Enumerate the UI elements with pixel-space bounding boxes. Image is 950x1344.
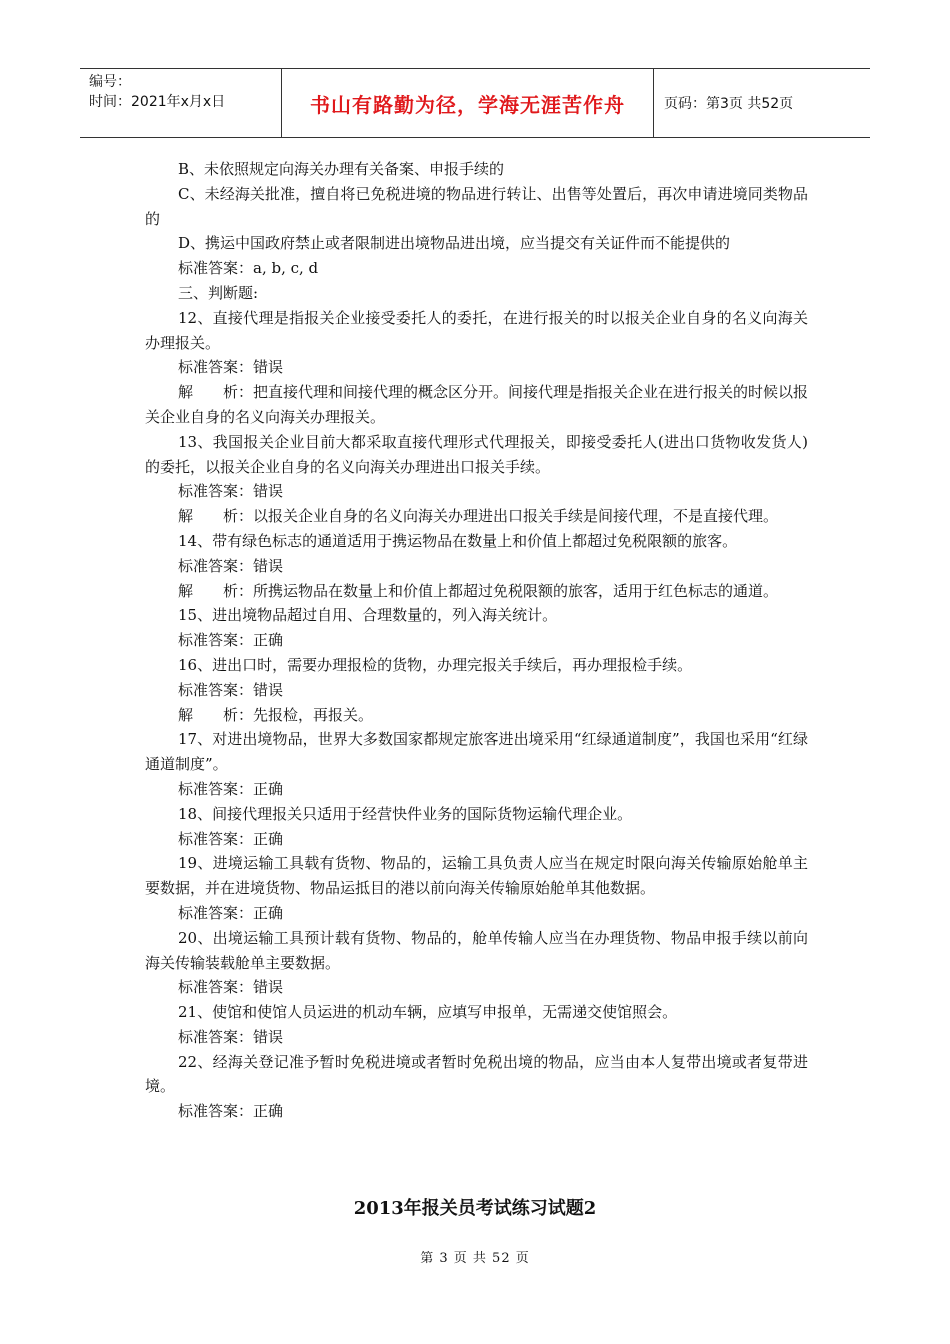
section-title: 2013年报关员考试练习试题2	[353, 1198, 597, 1219]
question-15: 15、进出境物品超过自用、合理数量的，列入海关统计。	[178, 606, 558, 625]
document-date: 时间：2021年x月x日	[89, 94, 226, 110]
answer-line: 标准答案：错误	[178, 556, 284, 575]
answer-line: 标准答案：错误	[178, 358, 284, 377]
answer-line: 标准答案：错误	[178, 978, 284, 997]
question-17: 17、对进出境物品，世界大多数国家都规定旅客进出境采用“红绿通道制度”，我国也采用“红绿通道制度”。	[145, 730, 808, 774]
analysis-line: 解 析：所携运物品在数量上和价值上都超过免税限额的旅客，适用于红色标志的通道。	[178, 581, 779, 600]
body-line: B、未依照规定向海关办理有关备案、申报手续的	[178, 160, 505, 178]
header-page-info: 页码：第3页 共52页	[664, 96, 794, 112]
answer-line: 标准答案：错误	[178, 482, 284, 501]
question-18: 18、间接代理报关只适用于经营快件业务的国际货物运输代理企业。	[178, 804, 633, 823]
question-12: 12、直接代理是指报关企业接受委托人的委托，在进行报关的时以报关企业自身的名义向海关办理报关。	[145, 308, 808, 352]
question-14: 14、带有绿色标志的通道适用于携运物品在数量上和价值上都超过免税限额的旅客。	[178, 531, 738, 550]
question-22: 22、经海关登记准予暂时免税进境或者暂时免税出境的物品，应当由本人复带出境或者复带进境。	[145, 1052, 808, 1096]
answer-line: 标准答案：错误	[178, 680, 284, 699]
document-body	[145, 157, 808, 1124]
document-number-label: 编号：	[89, 74, 131, 90]
body-line: C、未经海关批准，擅自将已免税进境的物品进行转让、出售等处置后，再次申请进境同类物品的	[145, 184, 808, 228]
answer-line: 标准答案：正确	[178, 1102, 284, 1121]
analysis-line: 解 析：把直接代理和间接代理的概念区分开。间接代理是指报关企业在进行报关的时候以报关企业自身的名义向海关办理报关。	[145, 383, 809, 426]
answer-line: 标准答案：正确	[178, 903, 284, 922]
page-header	[80, 68, 870, 138]
answer-line: 标准答案：正确	[178, 779, 284, 798]
answer-line: 标准答案：a, b, c, d	[178, 259, 319, 278]
question-20: 20、出境运输工具预计载有货物、物品的，舱单传输人应当在办理货物、物品申报手续以前向海关传输装载舱单主要数据。	[145, 928, 808, 972]
header-motto: 书山有路勤为径，学海无涯苦作舟	[282, 69, 654, 137]
body-line: D、携运中国政府禁止或者限制进出境物品进出境，应当提交有关证件而不能提供的	[178, 234, 731, 253]
question-16: 16、进出口时，需要办理报检的货物，办理完报关手续后，再办理报检手续。	[178, 655, 693, 674]
section-heading: 三、判断题:	[178, 283, 259, 302]
answer-line: 标准答案：正确	[178, 631, 284, 650]
page-footer: 第 3 页 共 52 页	[420, 1251, 530, 1266]
analysis-line: 解 析：以报关企业自身的名义向海关办理进出口报关手续是间接代理，不是直接代理。	[178, 507, 779, 526]
answer-line: 标准答案：正确	[178, 829, 284, 848]
question-19: 19、进境运输工具载有货物、物品的，运输工具负责人应当在规定时限向海关传输原始舱单主要数据，并在进境货物、物品运抵目的港以前向海关传输原始舱单其他数据。	[145, 854, 808, 898]
analysis-line: 解 析：先报检，再报关。	[178, 705, 374, 724]
question-13: 13、我国报关企业目前大都采取直接代理形式代理报关，即接受委托人(进出口货物收发货人)的委托，以报关企业自身的名义向海关办理进出口报关手续。	[145, 432, 808, 476]
header-meta	[80, 69, 282, 137]
question-21: 21、使馆和使馆人员运进的机动车辆，应填写申报单，无需递交使馆照会。	[178, 1003, 678, 1022]
answer-line: 标准答案：错误	[178, 1027, 284, 1046]
